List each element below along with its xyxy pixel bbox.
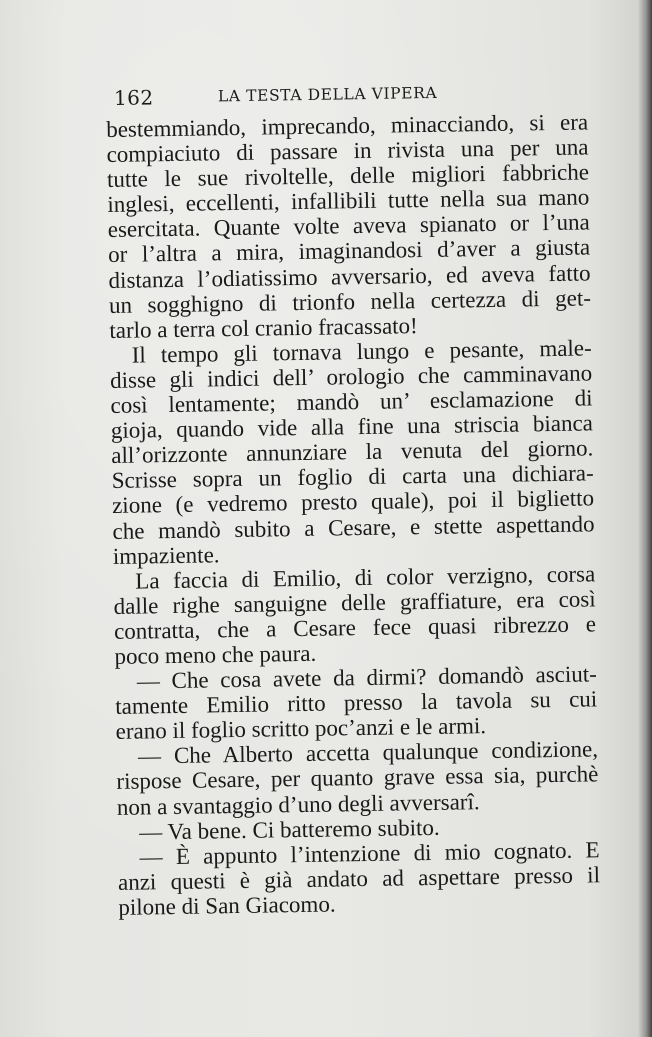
text-line: esercitata. Quante volte aveva spianato or l’una [107, 209, 590, 243]
text-line: Scrisse sopra un foglio di carta una dichiara- [111, 460, 594, 494]
text-line: non a svantaggio d’uno degli avversarî. [116, 788, 480, 820]
text-line: tutte le sue rivoltelle, delle migliori fabbriche [106, 159, 590, 193]
text-line: tamente Emilio ritto presso la tavola su cui [115, 686, 598, 720]
body-text [106, 109, 601, 919]
text-line: un sogghigno di trionfo nella certezza di get- [108, 285, 592, 318]
text-line: dalle righe sanguigne delle graffiature, era così [113, 586, 596, 619]
text-line: impaziente. [112, 541, 220, 569]
text-line: — Che cosa avete da dirmi? domandò asciut- [136, 661, 598, 694]
text-line: gioja, quando vide alla fine una striscia bianca [110, 410, 594, 444]
text-line: contratta, che a Cesare fece quasi ribrezzo e [113, 611, 597, 644]
text-line: rispose Cesare, per quanto grave essa sia, purchè [116, 761, 599, 795]
text-line: distanza l’odiatissimo avversario, ed aveva fatto [108, 259, 591, 293]
text-line: bestemmiando, imprecando, minacciando, si era [106, 109, 589, 142]
text-line: all’orizzonte annunziare la venuta del giorno. [111, 435, 594, 469]
text-line: disse gli indici dell’ orologio che camminavano [109, 360, 593, 393]
text-line: La faccia di Emilio, di color verzigno, corsa [135, 561, 596, 594]
text-line: erano il foglio scritto poc’anzi e le armi. [115, 713, 487, 745]
running-title: LA TESTA DELLA VIPERA [217, 83, 438, 106]
text-line: così lentamente; mandò un’ esclamazione di [110, 385, 593, 418]
text-line: compiaciuto di passare in rivista una per una [106, 134, 589, 168]
text-line: tarlo a terra col cranio fracassato! [109, 312, 418, 343]
running-head [114, 79, 574, 114]
text-line: or l’altra a mira, imaginandosi d’aver a giusta [107, 234, 591, 268]
text-line: anzi questi è già andato ad aspettare presso il [117, 862, 601, 895]
page-number: 162 [113, 85, 154, 110]
text-line: — È appunto l’intenzione di mio cognato. E [139, 837, 600, 870]
text-line: — Che Alberto accetta qualunque condizione, [137, 736, 599, 769]
page-spine-shadow [638, 0, 652, 1037]
text-line: Il tempo gli tornava lungo e pesante, male- [131, 335, 592, 368]
text-line: — Va bene. Ci batteremo subito. [139, 814, 440, 845]
text-line: pilone di San Giacomo. [118, 891, 336, 920]
text-line: che mandò subito a Cesare, e stette aspettando [112, 510, 595, 544]
text-line: inglesi, eccellenti, infallibili tutte nella sua mano [107, 184, 590, 218]
text-line: zione (e vedremo presto quale), poi il biglietto [111, 485, 595, 519]
text-line: poco meno che paura. [114, 640, 317, 669]
